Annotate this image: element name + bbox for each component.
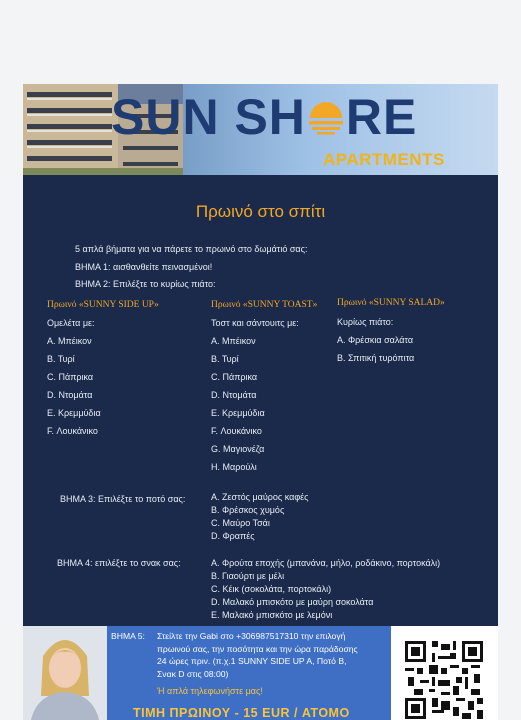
menu-item: Α. Φρέσκια σαλάτα xyxy=(337,335,414,345)
contact-band xyxy=(23,626,498,720)
step3-label: ΒΗΜΑ 3: Επιλέξτε το ποτό σας: xyxy=(60,494,186,504)
step5-line: Στείλτε την Gabi στο +306987517310 την επιλογή xyxy=(157,631,346,641)
step2-line: ΒΗΜΑ 2: Επιλέξτε το κυρίως πιάτο: xyxy=(75,279,216,289)
snack-item: Α. Φρούτα εποχής (μπανάνα, μήλο, ροδάκινο, πορτοκάλι) xyxy=(211,558,441,568)
menu-subheading: Τοστ και σάντουιτς με: xyxy=(211,318,299,328)
step5-line: Σνακ D στις 08:00) xyxy=(157,668,229,679)
snack-item: D. Μαλακό μπισκότο με μαύρη σοκολάτα xyxy=(211,597,374,607)
drink-item: C. Μαύρο Τσάι xyxy=(211,518,270,528)
menu-item: D. Ντομάτα xyxy=(211,390,257,400)
menu-heading: Πρωινό «SUNNY TOAST» xyxy=(211,300,318,310)
menu-item: Η. Μαρούλι xyxy=(211,462,257,472)
menu-item: Α. Μπέικον xyxy=(47,336,92,346)
logo-subtitle: APARTMENTS xyxy=(323,150,445,169)
menu-item: F. Λουκάνικο xyxy=(47,426,98,436)
logo-wordmark: SUN SH RE xyxy=(111,89,418,145)
snack-item: Β. Γιαούρτι με μέλι xyxy=(211,571,285,581)
qr-panel xyxy=(391,626,498,720)
menu-item: F. Λουκάνικο xyxy=(211,426,262,436)
call-us-text: Ή απλά τηλεφωνήστε μας! xyxy=(157,686,263,696)
menu-item: Β. Τυρί xyxy=(211,354,239,364)
step4-label: ΒΗΜΑ 4: επιλέξτε το σνακ σας: xyxy=(57,558,181,568)
flyer xyxy=(23,84,498,720)
snack-item: Ε. Μαλακό μπισκότο με λεμόνι xyxy=(211,610,333,620)
step1-line: ΒΗΜΑ 1: αισθανθείτε πεινασμένοι! xyxy=(75,262,213,272)
drink-item: D. Φραπές xyxy=(211,531,255,541)
drink-item: Α. Ζεστός μαύρος καφές xyxy=(211,492,309,502)
menu-item: C. Πάπρικα xyxy=(47,372,94,382)
price-text: ΤΙΜΗ ΠΡΩΙΝΟΥ - 15 EUR / ΑΤΟΜΟ xyxy=(133,706,350,720)
menu-subheading: Κυρίως πιάτο: xyxy=(337,317,394,327)
page-title: Πρωινό στο σπίτι xyxy=(195,202,326,221)
step5-label: ΒΗΜΑ 5: xyxy=(111,631,145,641)
sun-logo-icon xyxy=(306,97,346,137)
menu-heading: Πρωινό «SUNNY SALAD» xyxy=(337,298,445,308)
step5-line: 24 ώρες πριν. (π.χ.1 SUNNY SIDE UP A, Ποτό Β, xyxy=(157,656,347,666)
menu-item: Ε. Κρεμμύδια xyxy=(211,408,265,418)
drink-item: Β. Φρέσκος χυμός xyxy=(211,505,285,515)
menu-item: Α. Μπέικον xyxy=(211,336,256,346)
step5-line: πρωινού σας, την ποσότητα και την ώρα παράδοσης xyxy=(157,643,358,654)
menu-subheading: Ομελέτα με: xyxy=(47,318,95,328)
menu-item: G. Μαγιονέζα xyxy=(211,444,265,454)
qr-code-icon[interactable] xyxy=(405,640,483,720)
menu-heading: Πρωινό «SUNNY SIDE UP» xyxy=(47,300,159,310)
menu-item: Β. Τυρί xyxy=(47,354,75,364)
menu-item: C. Πάπρικα xyxy=(211,372,258,382)
intro-line: 5 απλά βήματα για να πάρετε το πρωινό στο δωμάτιό σας: xyxy=(75,244,308,254)
host-photo xyxy=(23,626,107,720)
snack-item: C. Κέικ (σοκολάτα, πορτοκάλι) xyxy=(211,584,332,594)
header-banner xyxy=(23,84,498,175)
menu-item: D. Ντομάτα xyxy=(47,390,93,400)
menu-item: Ε. Κρεμμύδια xyxy=(47,408,101,418)
menu-item: Β. Σπιτική τυρόπιτα xyxy=(337,353,415,363)
